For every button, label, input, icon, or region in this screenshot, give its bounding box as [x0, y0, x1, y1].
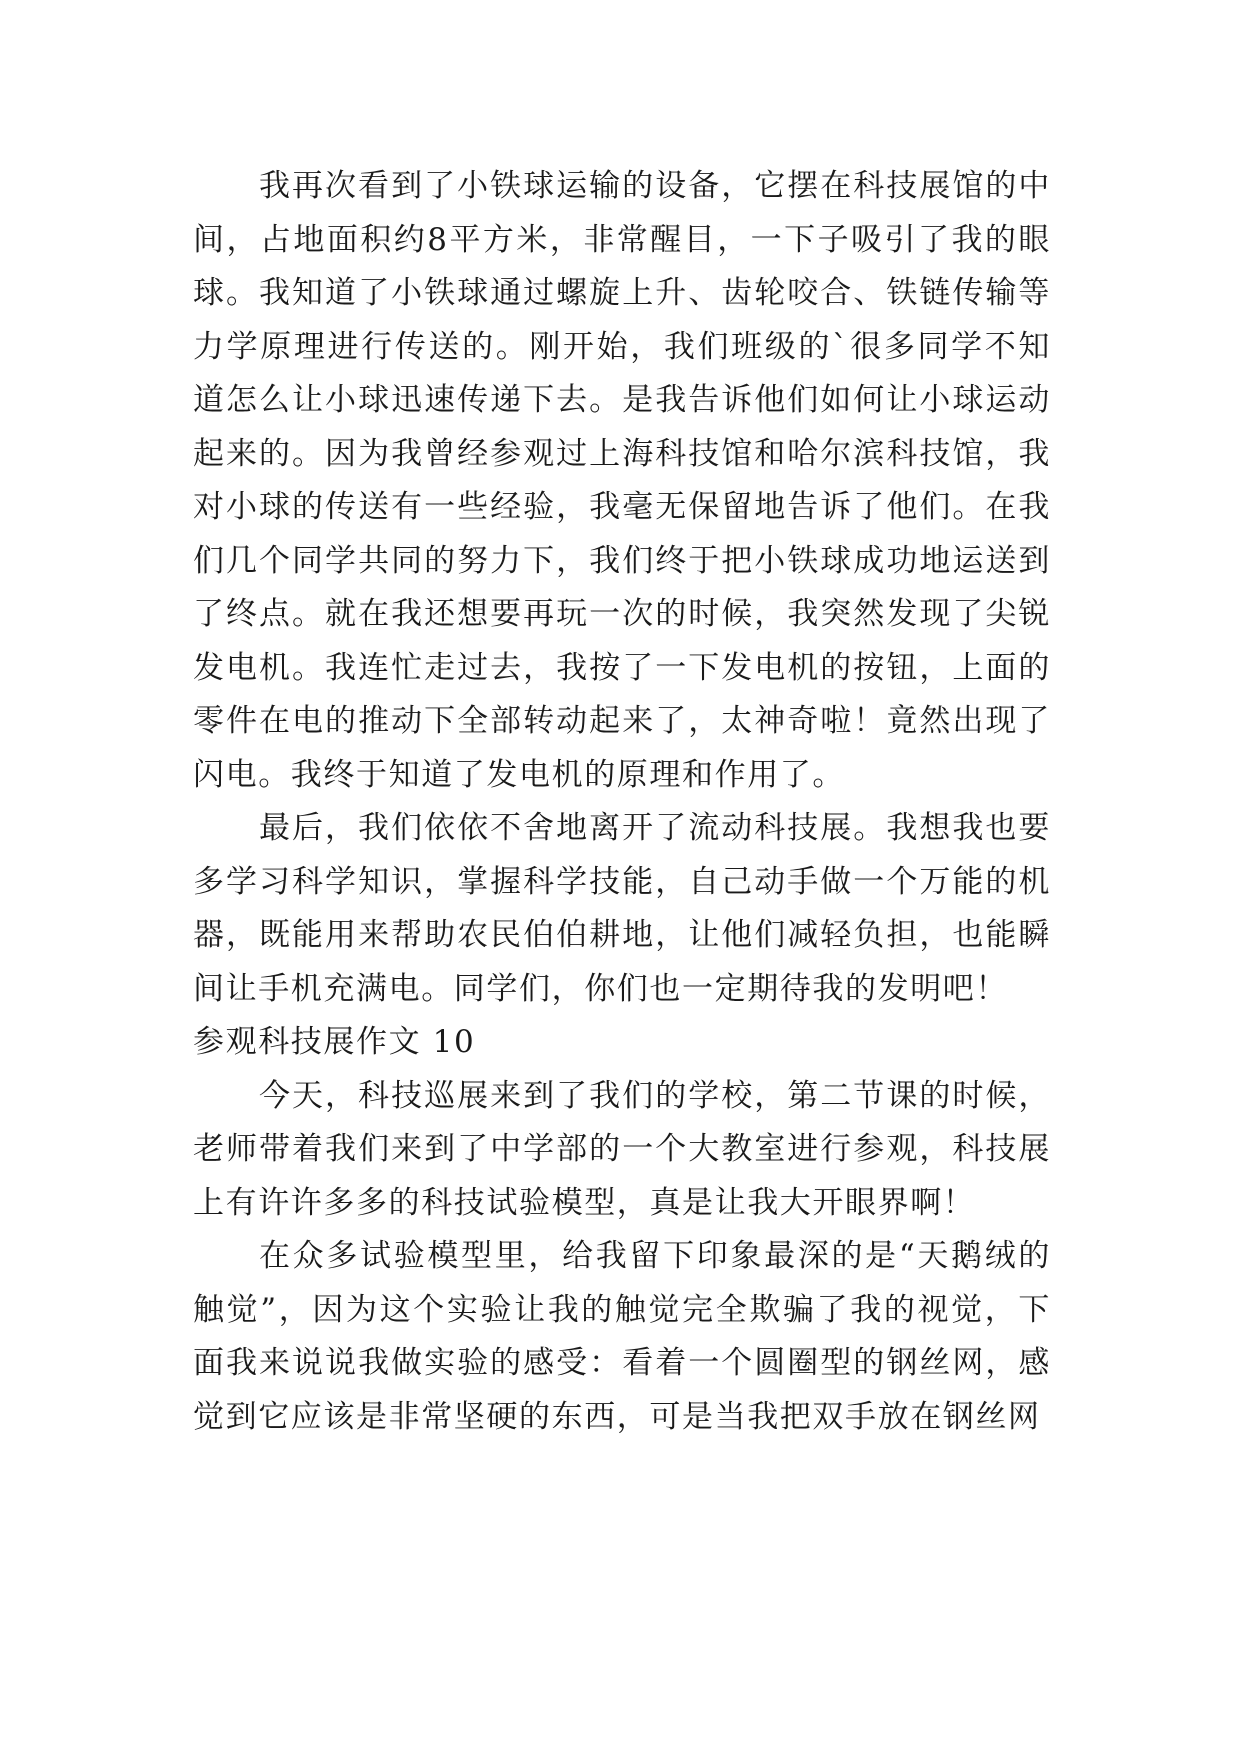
section-title: 参观科技展作文 10 [193, 1024, 476, 1060]
document-page [193, 160, 1051, 1444]
paragraph-exhibition-at-school: 今天，科技巡展来到了我们的学校，第二节课的时候，老师带着我们来到了中学部的一个大教室进行参观，科技展上有许许多多的科技试验模型，真是让我大开眼界啊！ [193, 1077, 1051, 1221]
paragraph-leaving-exhibition: 最后，我们依依不舍地离开了流动科技展。我想我也要多学习科学知识，掌握科学技能，自己动手做一个万能的机器，既能用来帮助农民伯伯耕地，让他们减轻负担，也能瞬间让手机充满电。同学们，你们也一定期待我的发明吧！ [193, 810, 1051, 1007]
paragraph-iron-ball-transport: 我再次看到了小铁球运输的设备，它摆在科技展馆的中间，占地面积约8平方米，非常醒目，一下子吸引了我的眼球。我知道了小铁球通过螺旋上升、齿轮咬合、铁链传输等力学原理进行传送的。刚开始，我们班级的`很多同学不知道怎么让小球迅速传递下去。是我告诉他们如何让小球运动起来的。因为我曾经参观过上海科技馆和哈尔滨科技馆，我对小球的传送有一些经验，我毫无保留地告诉了他们。在我们几个同学共同的努力下，我们终于把小铁球成功地运送到了终点。就在我还想要再玩一次的时候，我突然发现了尖锐发电机。我连忙走过去，我按了一下发电机的按钮，上面的零件在电的推动下全部转动起来了，太神奇啦！竟然出现了闪电。我终于知道了发电机的原理和作用了。 [193, 168, 1051, 793]
paragraph-velvet-touch: 在众多试验模型里，给我留下印象最深的是“天鹅绒的触觉”，因为这个实验让我的触觉完全欺骗了我的视觉，下面我来说说我做实验的感受：看着一个圆圈型的钢丝网，感觉到它应该是非常坚硬的东西，可是当我把双手放在钢丝网 [193, 1238, 1051, 1435]
